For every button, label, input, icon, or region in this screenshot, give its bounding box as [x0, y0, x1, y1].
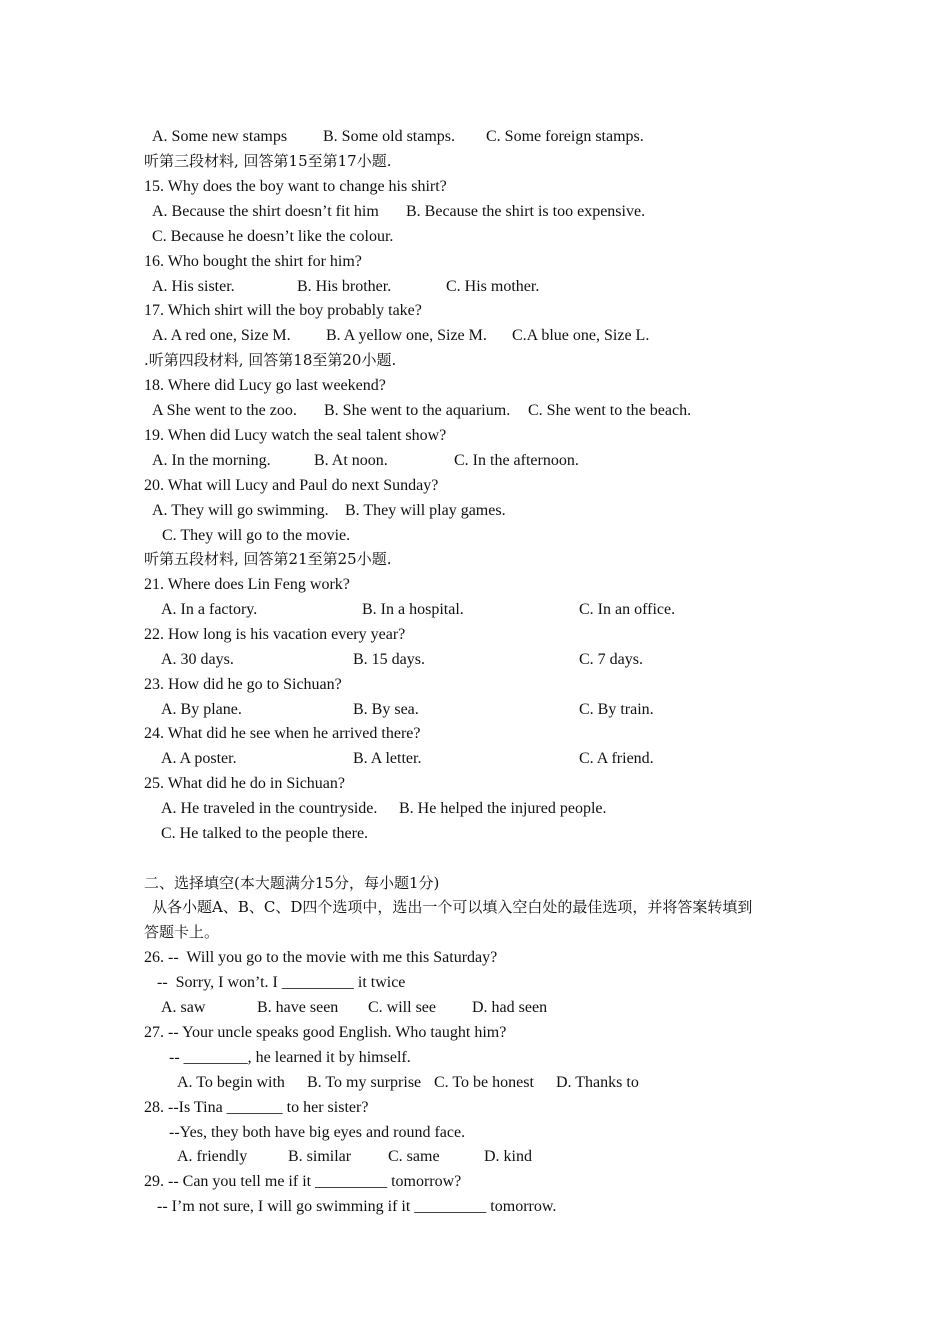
section-heading: .听第四段材料, 回答第18至第20小题.	[144, 351, 397, 369]
question-18: 18. Where did Lucy go last weekend?	[144, 377, 386, 394]
option-c: C. Some foreign stamps.	[486, 128, 644, 145]
dialogue-line: --Yes, they both have big eyes and round face.	[169, 1124, 466, 1141]
options-line	[0, 697, 654, 722]
option-c: C. will see	[368, 999, 436, 1016]
options-line	[0, 1070, 639, 1095]
options-line	[0, 1144, 532, 1169]
option-b: B. In a hospital.	[362, 601, 464, 618]
question-20: 20. What will Lucy and Paul do next Sunday?	[144, 477, 439, 494]
option-c: C. They will go to the movie.	[162, 527, 351, 544]
question-21: 21. Where does Lin Feng work?	[144, 576, 350, 593]
dialogue-line: -- ________, he learned it by himself.	[169, 1049, 411, 1066]
option-c: C. To be honest	[434, 1074, 534, 1091]
option-c: C. By train.	[579, 701, 654, 718]
option-d: D. had seen	[472, 999, 548, 1016]
option-b: B. Because the shirt is too expensive.	[406, 203, 646, 220]
option-b: B. She went to the aquarium.	[324, 402, 511, 419]
dialogue-line: -- Sorry, I won’t. I _________ it twice	[157, 974, 406, 991]
part-heading: 二、选择填空(本大题满分15分，每小题1分)	[144, 874, 440, 892]
question-26: 26. -- Will you go to the movie with me this Saturday?	[144, 949, 498, 966]
question-28: 28. --Is Tina _______ to her sister?	[144, 1099, 369, 1116]
question-27: 27. -- Your uncle speaks good English. Who taught him?	[144, 1024, 507, 1041]
option-b: B. He helped the injured people.	[399, 800, 607, 817]
options-line	[0, 398, 692, 423]
option-c: C.A blue one, Size L.	[512, 327, 650, 344]
option-b: B. 15 days.	[353, 651, 425, 668]
question-29: 29. -- Can you tell me if it _________ tomorrow?	[144, 1173, 462, 1190]
options-line	[0, 746, 654, 771]
option-c: C. His mother.	[446, 278, 540, 295]
option-c: C. He talked to the people there.	[161, 825, 369, 842]
option-a: A. They will go swimming.	[152, 502, 329, 519]
option-b: B. A letter.	[353, 750, 422, 767]
option-b: B. His brother.	[297, 278, 392, 295]
option-b: B. At noon.	[314, 452, 388, 469]
dialogue-line: -- I’m not sure, I will go swimming if it _________ tomorrow.	[157, 1198, 557, 1215]
option-c: C. A friend.	[579, 750, 654, 767]
options-line	[0, 995, 548, 1020]
option-a: A. By plane.	[161, 701, 242, 718]
options-line	[0, 796, 607, 821]
options-line	[0, 274, 540, 299]
option-c: C. same	[388, 1148, 440, 1165]
options-line	[0, 821, 369, 846]
option-b: B. Some old stamps.	[323, 128, 456, 145]
options-line	[0, 647, 643, 672]
options-line	[0, 199, 646, 224]
option-c: C. In the afternoon.	[454, 452, 579, 469]
options-line	[0, 448, 579, 473]
options-line	[0, 597, 676, 622]
option-b: B. They will play games.	[345, 502, 506, 519]
option-a: A. A poster.	[161, 750, 237, 767]
question-24: 24. What did he see when he arrived there?	[144, 725, 421, 742]
option-c: C. 7 days.	[579, 651, 643, 668]
option-c: C. In an office.	[579, 601, 676, 618]
question-17: 17. Which shirt will the boy probably take?	[144, 302, 422, 319]
question-19: 19. When did Lucy watch the seal talent show?	[144, 427, 447, 444]
options-line	[0, 323, 650, 348]
option-a: A. 30 days.	[161, 651, 234, 668]
question-22: 22. How long is his vacation every year?	[144, 626, 406, 643]
option-c: C. Because he doesn’t like the colour.	[152, 228, 394, 245]
option-a: A She went to the zoo.	[152, 402, 297, 419]
option-c: C. She went to the beach.	[528, 402, 692, 419]
question-16: 16. Who bought the shirt for him?	[144, 253, 362, 270]
option-a: A. To begin with	[177, 1074, 285, 1091]
option-b: B. By sea.	[353, 701, 419, 718]
options-line	[0, 224, 394, 249]
option-b: B. have seen	[257, 999, 339, 1016]
instructions: 答题卡上。	[144, 923, 220, 941]
option-a: A. In a factory.	[161, 601, 258, 618]
option-a: A. Some new stamps	[152, 128, 288, 145]
instructions: 从各小题A、B、C、D四个选项中，选出一个可以填入空白处的最佳选项，并将答案转填到	[152, 898, 753, 916]
option-a: A. He traveled in the countryside.	[161, 800, 378, 817]
option-d: D. kind	[484, 1148, 532, 1165]
section-heading: 听第五段材料, 回答第21至第25小题.	[144, 550, 392, 568]
question-25: 25. What did he do in Sichuan?	[144, 775, 345, 792]
option-a: A. In the morning.	[152, 452, 271, 469]
option-b: B. A yellow one, Size M.	[326, 327, 487, 344]
option-b: B. To my surprise	[307, 1074, 422, 1091]
question-15: 15. Why does the boy want to change his shirt?	[144, 178, 447, 195]
option-a: A. His sister.	[152, 278, 235, 295]
option-d: D. Thanks to	[556, 1074, 639, 1091]
options-line	[0, 498, 506, 523]
option-a: A. saw	[161, 999, 206, 1016]
options-line	[0, 523, 351, 548]
options-line	[0, 124, 644, 149]
option-a: A. friendly	[177, 1148, 248, 1165]
option-a: A. Because the shirt doesn’t fit him	[152, 203, 379, 220]
option-a: A. A red one, Size M.	[152, 327, 291, 344]
option-b: B. similar	[288, 1148, 352, 1165]
section-heading: 听第三段材料, 回答第15至第17小题.	[144, 152, 392, 170]
question-23: 23. How did he go to Sichuan?	[144, 676, 342, 693]
